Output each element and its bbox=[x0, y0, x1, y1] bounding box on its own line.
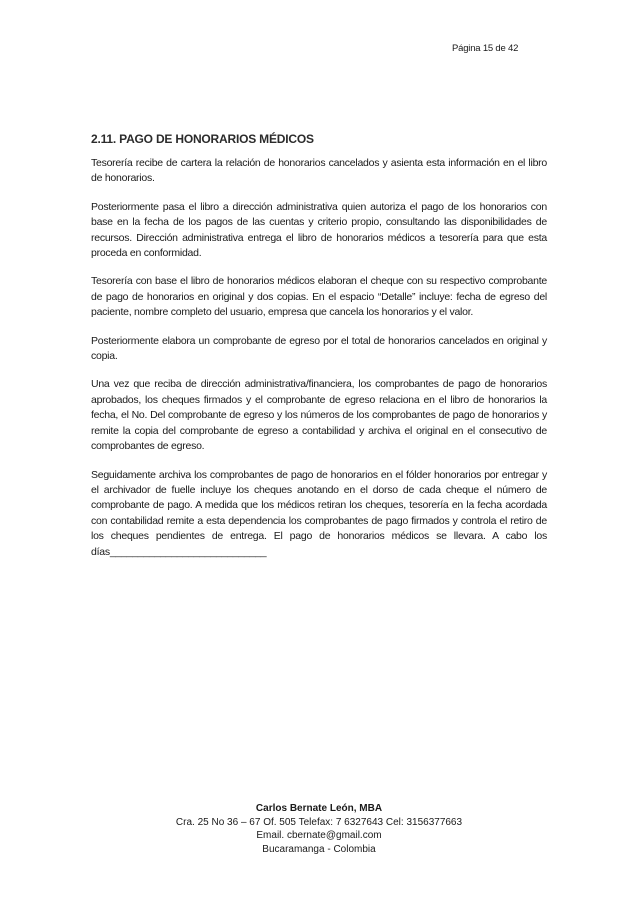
page-number: Página 15 de 42 bbox=[452, 43, 519, 54]
author-email: Email. cbernate@gmail.com bbox=[256, 830, 382, 841]
author-address: Cra. 25 No 36 – 67 Of. 505 Telefax: 7 6327643 Cel: 3156377663 bbox=[175, 816, 463, 828]
paragraph: Posteriormente pasa el libro a dirección administrativa quien autoriza el pago de los honorarios con base en la fecha de los pagos de las cuentas y criterio propio, consultando las disponibilidades de recursos. Dirección administrativa entrega el libro de honorarios médicos a tesorería para que esta proceda en conformidad. bbox=[91, 200, 547, 260]
paragraph: Una vez que reciba de dirección administrativa/financiera, los comprobantes de pago de honorarios aprobados, los cheques firmados y el comprobante de egreso relaciona en el libro de honorarios la fecha, el No. Del comprobante de egreso y los números de los comprobantes de pago de honorarios y remite la copia del comprobante de egreso a contabilidad y archiva el original en el consecutivo de comprobantes de egreso. bbox=[91, 378, 547, 453]
paragraph: Tesorería recibe de cartera la relación de honorarios cancelados y asienta esta información en el libro de honorarios. bbox=[91, 157, 547, 185]
paragraph: Seguidamente archiva los comprobantes de pago de honorarios en el fólder honorarios por entregar y el archivador de fuelle incluye los cheques anotando en el dorso de cada cheque el número de comprobante de pago. A medida que los médicos retiran los cheques, tesorería en la fecha acordada con contabilidad remite a esta dependencia los comprobantes de pago firmados y controla el retiro de los cheques pendientes de entrega. El pago de honorarios médicos se llevara. A cabo los días____________________________ bbox=[91, 468, 547, 558]
page-footer bbox=[0, 802, 638, 856]
author-name: Carlos Bernate León, MBA bbox=[255, 803, 383, 814]
author-city: Bucaramanga - Colombia bbox=[262, 843, 376, 855]
section-title: 2.11. PAGO DE HONORARIOS MÉDICOS bbox=[91, 132, 314, 146]
paragraph: Posteriormente elabora un comprobante de egreso por el total de honorarios cancelados en original y copia. bbox=[91, 334, 547, 363]
paragraph: Tesorería con base el libro de honorarios médicos elaboran el cheque con su respectivo comprobante de pago de honorarios en original y dos copias. En el espacio “Detalle” incluye: fecha de egreso del paciente, nombre completo del usuario, empresa que cancela los honorarios y el valor. bbox=[91, 275, 547, 319]
document-body bbox=[91, 132, 547, 573]
